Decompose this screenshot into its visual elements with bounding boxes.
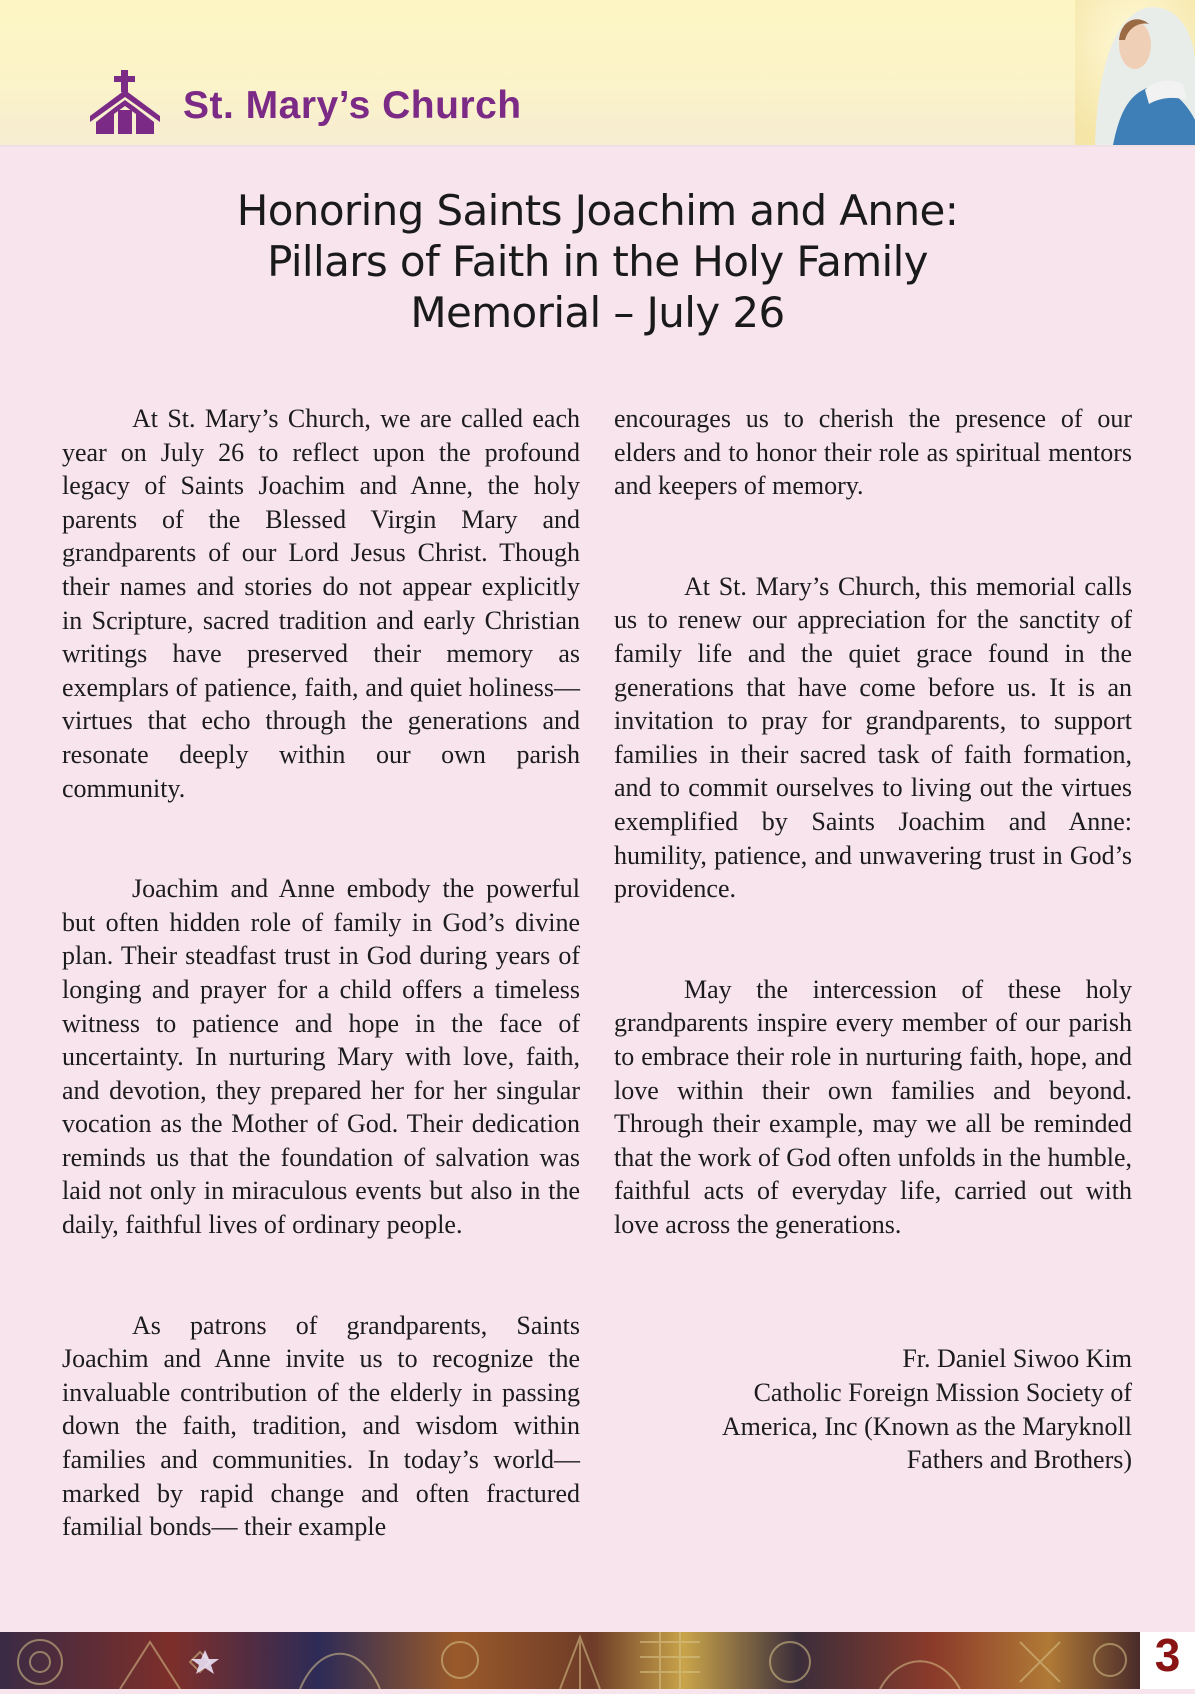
stained-glass-strip-image [0,1632,1140,1689]
virgin-mary-statue-image [1075,0,1195,145]
paragraph: At St. Mary’s Church, this memorial calls us to renew our appreciation for the sanctity of family life and the quiet grace found in the generations that have come before us. It is an invitation to pray for grandparents, to support families in their sacred task of faith formation, and to commit ourselves to living out the virtues exemplified by Saints Joachim and Anne: humility, patience, and unwavering trust in God’s providence. [614,571,1132,904]
signature-line: Fathers and Brothers) [906,1445,1132,1475]
paragraph: May the intercession of these holy grandparents inspire every member of our parish to embrace their role in nurturing faith, hope, and love within their own families and beyond. Through their example, may we all be reminded that the work of God often unfolds in the humble, faithful acts of everyday life, carried out with love across the generations. [614,974,1132,1239]
paragraph: Joachim and Anne embody the powerful but often hidden role of family in God’s divine plan. Their steadfast trust in God during years of longing and prayer for a child offers a timeless witness to patience and hope in the face of uncertainty. In nurturing Mary with love, faith, and devotion, they prepared her for her singular vocation as the Mother of God. Their dedication reminds us that the foundation of salvation was laid not only in miraculous events but also in the daily, faithful lives of ordinary people. [62,874,580,1240]
title-line: Honoring Saints Joachim and Anne: [236,186,959,235]
church-name: St. Mary’s Church [183,84,522,127]
signature-line: Catholic Foreign Mission Society of [753,1378,1132,1408]
church-icon [90,70,160,134]
stained-glass-pattern [0,1632,1140,1689]
right-column [614,402,1132,1477]
title-line: Pillars of Faith in the Holy Family [267,237,928,286]
author-signature [614,1342,1132,1476]
left-column [62,402,580,1544]
page-number: 3 [1154,1629,1181,1681]
article-title [0,185,1195,338]
paragraph-continued: encourages us to cherish the presence of our elders and to honor their role as spiritual mentors and keepers of memory. [614,404,1132,501]
page-header [0,0,1195,147]
signature-line: America, Inc (Known as the Maryknoll [721,1411,1132,1441]
paragraph: At St. Mary’s Church, we are called each year on July 26 to reflect upon the profound legacy of Saints Joachim and Anne, the holy parents of the Blessed Virgin Mary and grandparents of our Lord Jesus Christ. Though their names and stories do not appear explicitly in Scripture, sacred tradition and early Christian writings have preserved their memory as exemplars of patience, faith, and quiet holiness—virtues that echo through the generations and resonate deeply within our own parish community. [62,404,580,803]
paragraph: As patrons of grandparents, Saints Joachim and Anne invite us to recognize the invaluable contribution of the elderly in passing down the faith, tradition, and wisdom within families and communities. In today’s world—marked by rapid change and often fractured familial bonds— their example [62,1310,580,1542]
signature-name: Fr. Daniel Siwoo Kim [902,1344,1132,1374]
title-line: Memorial – July 26 [410,288,785,337]
